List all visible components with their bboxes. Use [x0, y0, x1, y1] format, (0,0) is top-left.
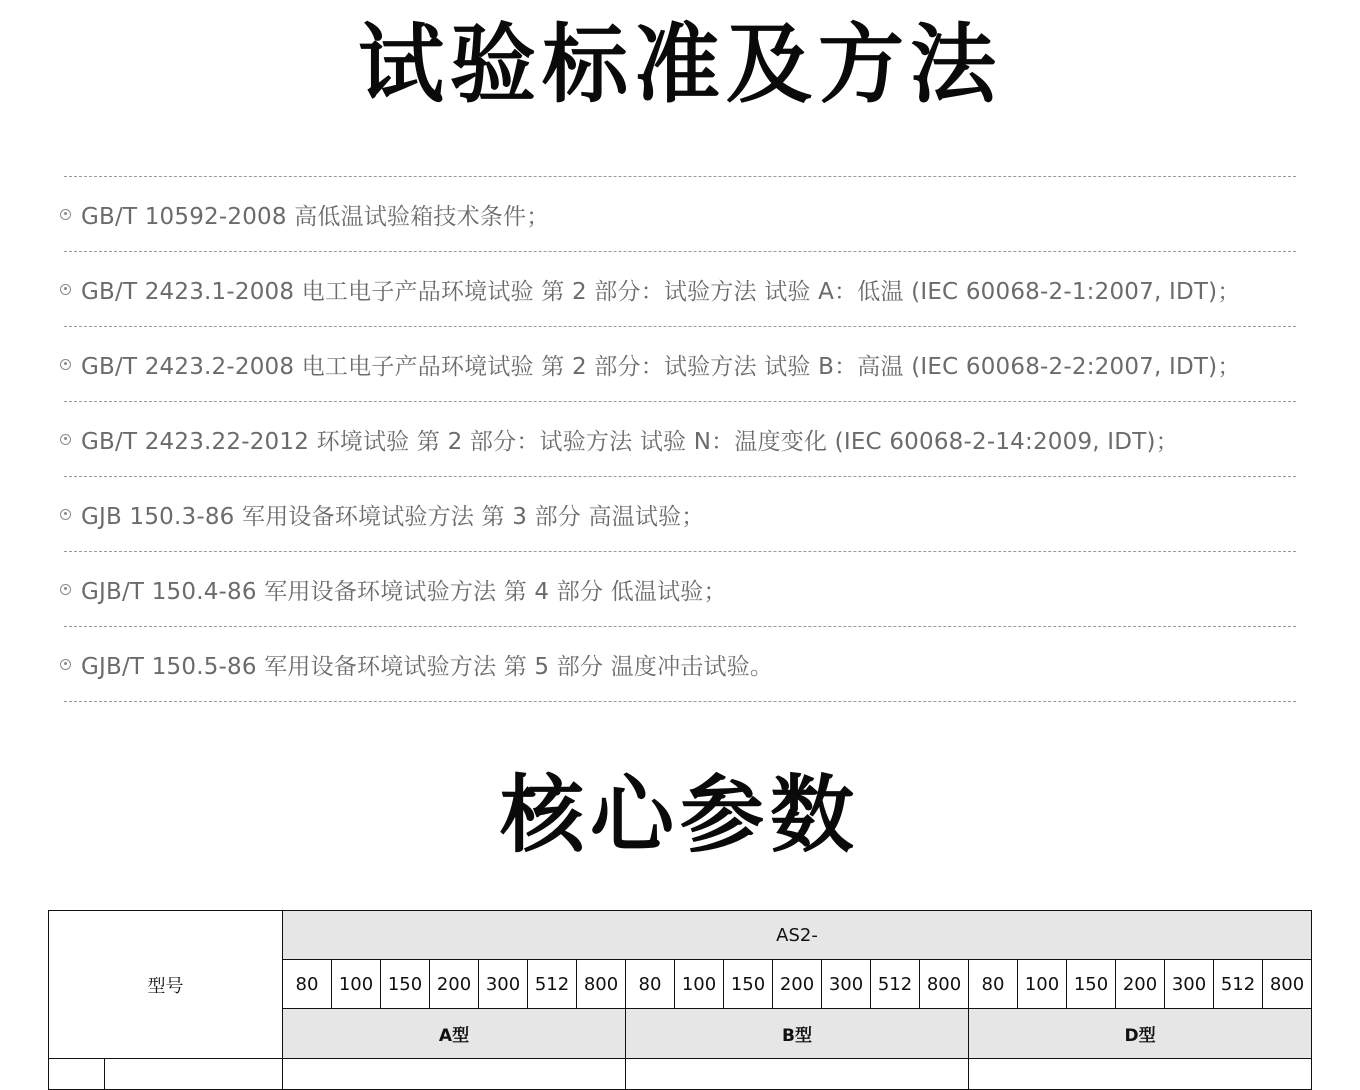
standard-item: GB/T 2423.2-2008 电工电子产品环境试验 第 2 部分：试验方法 试验 B：高温 (IEC 60068-2-2:2007, IDT)；: [64, 327, 1296, 402]
standard-item: GJB/T 150.4-86 军用设备环境试验方法 第 4 部分 低温试验；: [64, 552, 1296, 627]
size-cell: 200: [1116, 960, 1165, 1009]
size-cell: 512: [1214, 960, 1263, 1009]
size-cell: 80: [969, 960, 1018, 1009]
circle-bullet-icon: [60, 284, 71, 295]
circle-bullet-icon: [60, 434, 71, 445]
circle-bullet-icon: [60, 359, 71, 370]
table-cell: [626, 1059, 969, 1090]
params-title: 核心参数: [499, 766, 860, 864]
size-cell: 100: [675, 960, 724, 1009]
circle-bullet-icon: [60, 509, 71, 520]
params-table: [48, 910, 1312, 1090]
size-cell: 512: [871, 960, 920, 1009]
size-cell: 150: [1067, 960, 1116, 1009]
size-cell: 512: [528, 960, 577, 1009]
table-cell: [283, 1059, 626, 1090]
size-cell: 100: [332, 960, 381, 1009]
size-cell: 300: [822, 960, 871, 1009]
table-cell: [969, 1059, 1312, 1090]
size-cell: 300: [479, 960, 528, 1009]
standard-item: GJB 150.3-86 军用设备环境试验方法 第 3 部分 高温试验；: [64, 477, 1296, 552]
circle-bullet-icon: [60, 584, 71, 595]
circle-bullet-icon: [60, 659, 71, 670]
size-cell: 300: [1165, 960, 1214, 1009]
size-cell: 800: [577, 960, 626, 1009]
model-label-cell: 型号: [49, 911, 283, 1059]
circle-bullet-icon: [60, 209, 71, 220]
size-cell: 200: [773, 960, 822, 1009]
standard-item: GB/T 2423.22-2012 环境试验 第 2 部分：试验方法 试验 N：温度变化 (IEC 60068-2-14:2009, IDT)；: [64, 402, 1296, 477]
size-cell: 100: [1018, 960, 1067, 1009]
size-cell: 800: [1263, 960, 1312, 1009]
standard-item: GJB/T 150.5-86 军用设备环境试验方法 第 5 部分 温度冲击试验。: [64, 627, 1296, 702]
standards-list: [64, 176, 1296, 702]
size-cell: 800: [920, 960, 969, 1009]
type-cell-d: D型: [969, 1009, 1312, 1059]
series-cell: AS2-: [283, 911, 1312, 960]
size-cell: 80: [283, 960, 332, 1009]
type-cell-b: B型: [626, 1009, 969, 1059]
size-cell: 200: [430, 960, 479, 1009]
type-cell-a: A型: [283, 1009, 626, 1059]
size-cell: 80: [626, 960, 675, 1009]
size-cell: 150: [381, 960, 430, 1009]
table-cell: [49, 1059, 105, 1090]
page-title: 试验标准及方法: [358, 15, 1002, 115]
size-cell: 150: [724, 960, 773, 1009]
standard-item: GB/T 10592-2008 高低温试验箱技术条件；: [64, 177, 1296, 252]
table-cell: [105, 1059, 283, 1090]
standard-item: GB/T 2423.1-2008 电工电子产品环境试验 第 2 部分：试验方法 试验 A：低温 (IEC 60068-2-1:2007, IDT)；: [64, 252, 1296, 327]
